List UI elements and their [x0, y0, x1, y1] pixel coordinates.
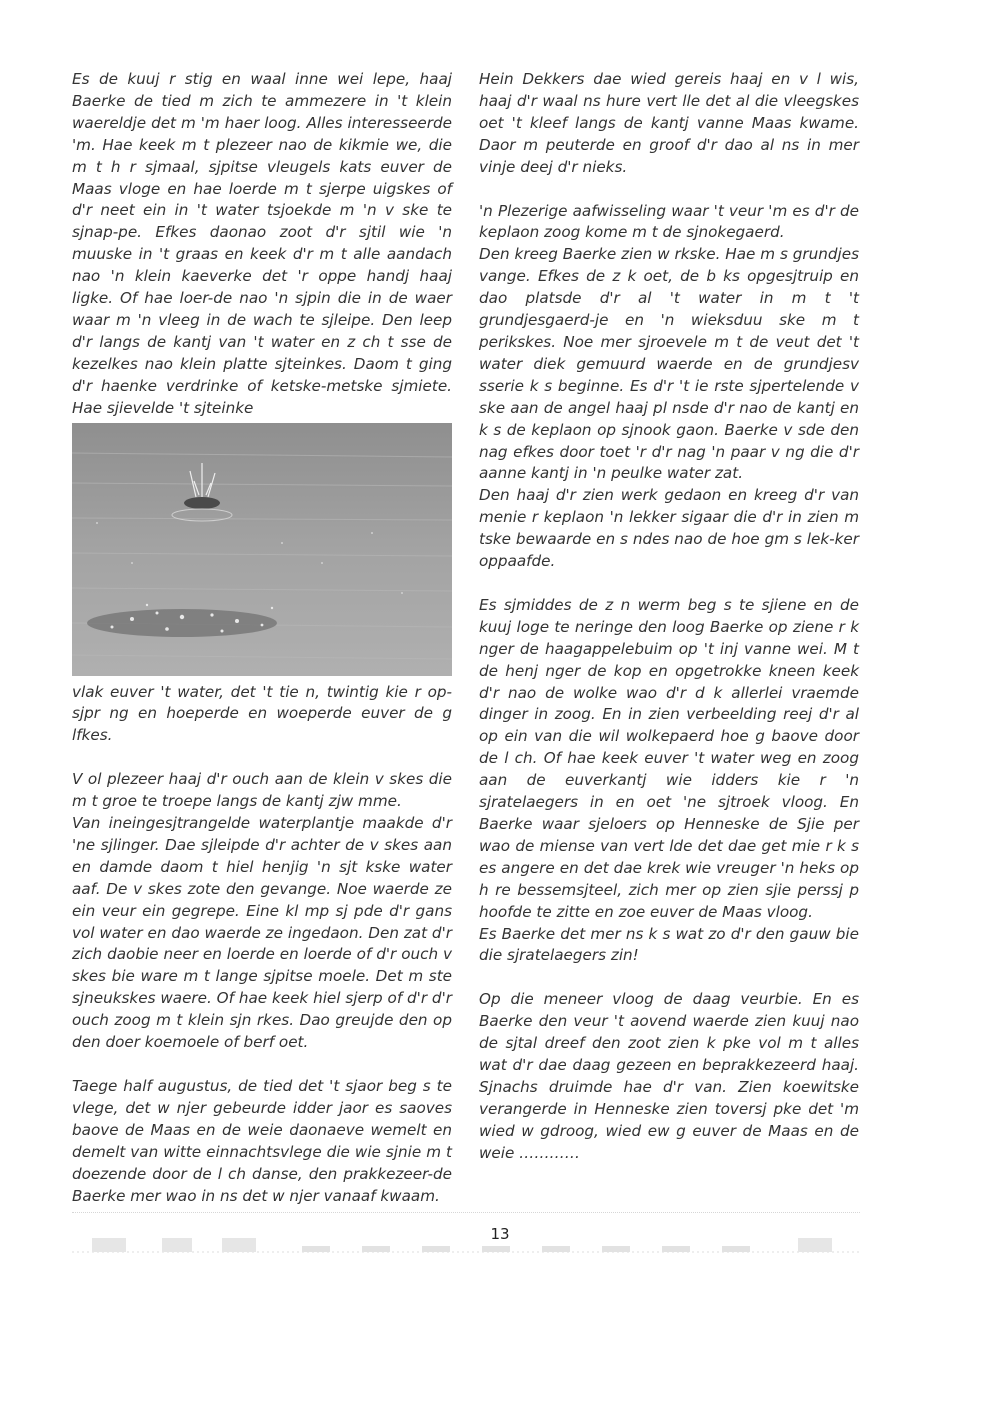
page-number: 13 — [490, 1225, 510, 1243]
paragraph-sling: Van ineingesjtrangelde waterplantje maakde d'r 'ne sjlinger. Dae sjleipde d'r achter de v skes aan en damde daom t hiel henjig 'n sjt kske water aaf. De v skes zote den gevange. Noe waerde ze ein veur ein gegrepe. Eine kl mp sj pde d'r gans vol water en dao waerde ze ingedaon. Den zat d'r zich daobie neer en loerde en loerde of d'r ouch v skes bie ware m t lange sjpitse moele. Det m ste sjneukskes waere. Of hae keek hiel sjerp of d'r d'r ouch zoog m t klein sjn rkes. Dao greujde den op den doer koemoele of berf oet. — [72, 814, 452, 1052]
paragraph-august: Taege half augustus, de tied det 't sjaor beg s te vlege, det w njer gebeurde idder jaor es saoves baove de Maas en de weie daonaeve wemelt en demelt van witte einnachtsvlege die wie sjnie m t doezende door de l ch danse, den prakkezeer-de Baerke mer wao in ns det w njer vanaaf kwaam. — [72, 1077, 452, 1205]
paragraph-keplaon: 'n Plezerige aafwisseling waar 't veur 'm es d'r de keplaon zoog kome m t de sjnokegaerd. — [479, 201, 859, 242]
paragraph-hein-dekkers: Hein Dekkers dae wied gereis haaj en v l wis, haaj d'r waal ns hure vert lle det al die vleegskes oet 't kleef langs de kantj vanne Maas kwame. Daor m peuterde en groof d'r dao al ns in mer vinje deej d'r nieks. — [479, 70, 859, 176]
paragraph-skipping: vlak euver 't water, det 't tie n, twintig kie r op-sjpr ng en hoeperde en woeperde euver de g lfkes. — [72, 682, 452, 745]
paragraph-fish: V ol plezeer haaj d'r ouch aan de klein v skes die m t groe te troepe langs de kantj zjw mme. — [72, 770, 452, 811]
paragraph-afternoon: Es sjmiddes de z n werm beg s te sjiene en de kuuj loge te neringe den loog Baerke op ziene r k nger de haagappelebuim op 't inj vanne wei. M t de henj nger de kop en opgetrokke kneen keek d'r nao de wolke wao d'r d k allerlei vraemde dinger in zoog. En in zien verbeelding reej d'r al op ein van die wil wolkepaerd hoe g baove door de l ch. Of hae keek euver 't water weg en zoog aan de euverkantj wie idders kie r 'n sjratelaegers in en oet 'ne sjtroek vloog. En Baerke waar sjeloers op Henneske de Sjie per wao de miense van vert lde det dae get mie r k s es angere en det dae krek wie vreuger 'n heks op h re bessemsjteel, zich mer op zien sjie perssj p hoofde te zitte en zoe euver de Maas vloog. — [479, 595, 859, 921]
paragraph-sigaar: Den haaj d'r zien werk gedaon en kreeg d'r van menie r keplaon 'n lekker sigaar die d'r in zien m tske bewaarde en s ndes nao de hoe gm s lek-ker oppaafde. — [479, 486, 859, 571]
paragraph-stones: Es de kuuj r stig en waal inne wei lepe, haaj Baerke de tied m zich te ammezere in 't klein waereldje det m 'm haer loog. Alles interesseerde 'm. Hae keek m t plezeer nao de kikmie we, die m t h r sjmaal, sjpitse vleugels kats euver de Maas vloge en hae loerde m t sjerpe uigskes of d'r neet ein in 't water tsjoekde m 'n v ske te sjnap-pe. Efkes daonao zoot d'r sjtil wie 'n muuske in 't graas en keek d'r m t alle aandach nao 'n klein kaeverke det 'r oppe handj haaj ligke. Of hae loer-de nao 'n sjpin die in de waer waar m 'n vleeg in de wach te sjleipe. Den leep d'r langs de kantj van 't water en z ch t sse de kezelkes nao klein platte sjteinkes. Daom t ging d'r haenke verdrinke of ketske-metske sjmiete. Hae sjievelde 't sjteinke — [72, 70, 452, 417]
water-splash-photo — [72, 423, 452, 676]
paragraph-evening: Op die meneer vloog de daag veurbie. En es Baerke den veur 't aovend waerde zien kuuj nao de sjtal dreef den zoot zien k pke vol m t alles wat d'r dae daag gezeen en beprakkezeerd haaj. Sjnachs druimde hae d'r van. Zien koewitske verangerde in Henneske zien toversj pke det 'm wied w gdroog, wied ew g euver de Maas en de weie ………… — [479, 990, 859, 1162]
footer-divider — [72, 1212, 860, 1213]
footer-decoration — [72, 1232, 860, 1254]
right-column — [479, 69, 859, 1165]
splash-image — [72, 423, 452, 676]
left-column — [72, 69, 452, 1207]
paragraph-grundjes: Den kreeg Baerke zien w rkske. Hae m s grundjes vange. Efkes de z k oet, de b ks opgesjtruip en dao platsde d'r al 't water in m t 't grundjesgaerd-je en 'n wieksduu ske m t perikskes. Noe mer sjroevele m t de veut det 't water diek gemuurd waerde en de grundjesv sserie k s beginne. Es d'r 't ie rste sjpertelende v ske aan de angel haaj pl nsde d'r nao de kantj en k s de keplaon op sjnook gaon. Baerke v sde den nag efkes door toet 'r d'r nag 'n paar v ng die d'r aanne kantj in 'n peulke water zat. — [479, 245, 859, 483]
paragraph-sjratelaegers: Es Baerke det mer ns k s wat zo d'r den gauw bie die sjratelaegers zin! — [479, 924, 859, 965]
